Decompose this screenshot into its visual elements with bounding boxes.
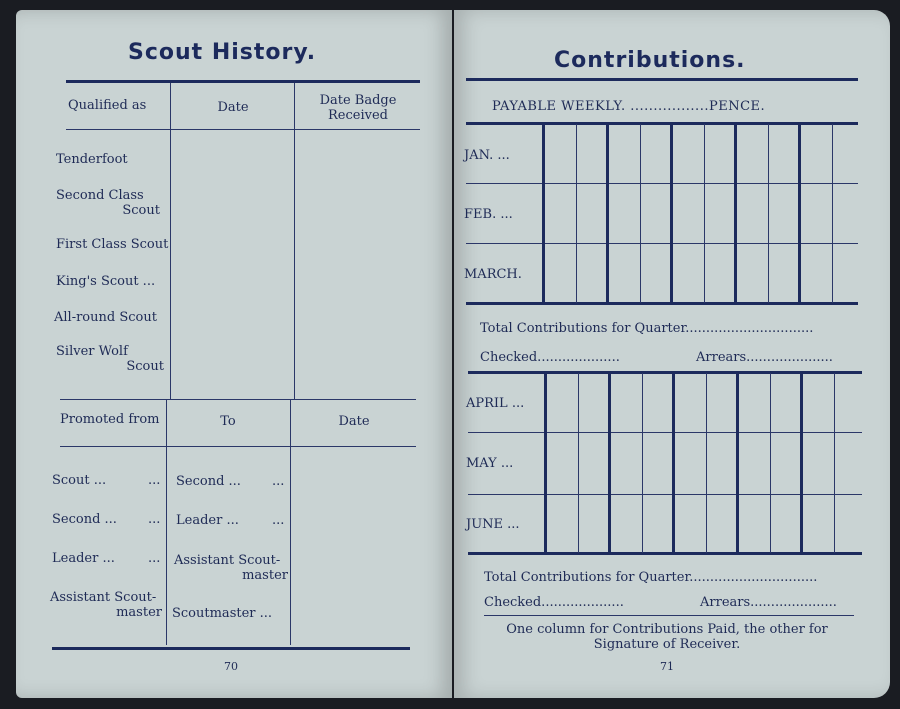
grid2-col-thin xyxy=(834,373,835,553)
grid2-col-thick xyxy=(608,373,611,553)
header-divider-2 xyxy=(294,83,295,129)
body-divider-2 xyxy=(294,129,295,399)
payable-weekly: PAYABLE WEEKLY. .................PENCE. xyxy=(492,99,766,114)
month-jan: JAN. ... xyxy=(464,148,510,163)
grid1-col-thin xyxy=(640,124,641,303)
checked-q2: Checked.................... xyxy=(484,595,624,610)
body-divider-1 xyxy=(170,129,171,399)
grid2-col-thin xyxy=(578,373,579,553)
row-second-class-cont: Scout xyxy=(122,203,160,218)
footnote-line-1: One column for Contributions Paid, the other for xyxy=(506,622,828,637)
month-june: JUNE ... xyxy=(466,517,520,532)
promo-to-assistant-cont: master xyxy=(242,568,288,583)
grid2-col-thick xyxy=(736,373,739,553)
promo-to-scoutmaster: Scoutmaster ... xyxy=(172,606,273,621)
header-qualified-as: Qualified as xyxy=(68,98,147,113)
footnote-line-2: Signature of Receiver. xyxy=(593,637,741,652)
footnote-rule xyxy=(484,615,854,616)
promo-to-leader-dots: ... xyxy=(272,513,285,528)
header-date-badge-received: Date Badge Received xyxy=(319,93,397,123)
grid2-col-thick xyxy=(800,373,803,553)
top-rule xyxy=(466,78,858,81)
page-title: Scout History. xyxy=(128,40,317,65)
total-q1: Total Contributions for Quarter............................... xyxy=(480,321,814,336)
grid1-col-thick xyxy=(606,124,609,303)
left-page xyxy=(16,10,452,698)
row-tenderfoot: Tenderfoot xyxy=(56,152,128,167)
bottom-rule xyxy=(52,647,410,650)
right-page xyxy=(454,10,890,698)
grid1-col-thick xyxy=(734,124,737,303)
grid1-col-thin xyxy=(768,124,769,303)
grid1-col-thick xyxy=(670,124,673,303)
arrears-q2: Arrears..................... xyxy=(700,595,837,610)
page-number: 70 xyxy=(224,660,238,673)
row-silver-wolf: Silver Wolf xyxy=(56,344,128,359)
row-kings-scout: King's Scout ... xyxy=(56,274,156,289)
promo-to-leader: Leader ... xyxy=(176,513,239,528)
header-promo-date: Date xyxy=(338,414,370,429)
row-first-class: First Class Scout xyxy=(56,237,169,252)
header-date: Date xyxy=(217,100,249,115)
row-all-round: All-round Scout xyxy=(54,310,157,325)
arrears-q1: Arrears..................... xyxy=(696,350,833,365)
grid2-col-thin xyxy=(642,373,643,553)
header-rule xyxy=(66,129,420,130)
grid1-col-thin xyxy=(832,124,833,303)
header-promoted-from: Promoted from xyxy=(60,412,160,427)
grid1-col-thin xyxy=(704,124,705,303)
promo-divider-2 xyxy=(290,399,291,645)
row-silver-wolf-cont: Scout xyxy=(126,359,164,374)
promo-to-second-dots: ... xyxy=(272,474,285,489)
grid2-col-thick xyxy=(672,373,675,553)
month-feb: FEB. ... xyxy=(464,207,513,222)
grid2-col-thin xyxy=(706,373,707,553)
promo-header-rule xyxy=(60,446,416,447)
checked-q1: Checked.................... xyxy=(480,350,620,365)
top-rule xyxy=(66,80,420,83)
grid1-col-thick xyxy=(542,124,545,303)
grid2-col-thick xyxy=(544,373,547,553)
promo-from-leader-dots: ... xyxy=(148,551,161,566)
total-q2: Total Contributions for Quarter............................... xyxy=(484,570,818,585)
promo-from-scout-dots: ... xyxy=(148,473,161,488)
page-title: Contributions. xyxy=(554,48,746,73)
month-april: APRIL ... xyxy=(466,396,525,411)
promo-from-assistant-cont: master xyxy=(116,605,162,620)
promo-from-second: Second ... xyxy=(52,512,117,527)
page-number: 71 xyxy=(660,660,674,673)
grid1-col-thick xyxy=(798,124,801,303)
promo-from-leader: Leader ... xyxy=(52,551,115,566)
promo-from-scout: Scout ... xyxy=(52,473,107,488)
promo-to-second: Second ... xyxy=(176,474,241,489)
promo-from-assistant: Assistant Scout- xyxy=(50,590,157,605)
grid1-col-thin xyxy=(576,124,577,303)
promo-divider-1 xyxy=(166,399,167,645)
header-divider-1 xyxy=(170,83,171,129)
grid2-col-thin xyxy=(770,373,771,553)
section-rule xyxy=(60,399,416,400)
promo-from-second-dots: ... xyxy=(148,512,161,527)
month-may: MAY ... xyxy=(466,456,514,471)
header-to: To xyxy=(220,414,236,429)
row-second-class: Second Class xyxy=(56,188,144,203)
promo-to-assistant: Assistant Scout- xyxy=(174,553,281,568)
month-march: MARCH. xyxy=(464,267,522,282)
